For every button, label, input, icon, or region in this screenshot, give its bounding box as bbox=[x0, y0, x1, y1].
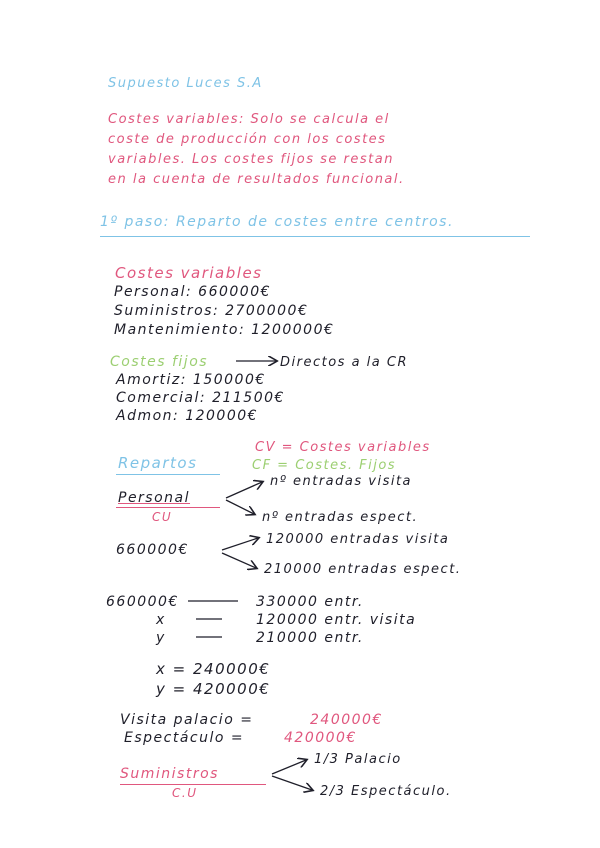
legend-cv: CV = Costes variables bbox=[255, 440, 431, 455]
fixed-cost-item: Comercial: 211500€ bbox=[116, 390, 285, 406]
suministros-arrow-up bbox=[272, 760, 306, 774]
proportion-result: y = 420000€ bbox=[156, 680, 271, 698]
intro-line: variables. Los costes fijos se restan bbox=[108, 152, 394, 167]
personal-amount: 660000€ bbox=[116, 542, 189, 558]
suministros-branch-1: 1/3 Palacio bbox=[314, 752, 402, 767]
suministros-label: Suministros bbox=[120, 766, 219, 782]
fixed-costs-arrow-note: Directos a la CR bbox=[280, 355, 408, 370]
proportion-left: 660000€ bbox=[106, 594, 179, 610]
suministros-arrow-down bbox=[272, 776, 312, 790]
proportion-right: 120000 entr. visita bbox=[256, 612, 417, 628]
proportion-left: y bbox=[156, 630, 166, 646]
fixed-cost-item: Admon: 120000€ bbox=[116, 408, 259, 424]
page-title: Supuesto Luces S.A bbox=[108, 76, 263, 91]
intro-line: coste de producción con los costes bbox=[108, 132, 387, 147]
suministros-tag: C.U bbox=[172, 786, 198, 800]
intro-line: en la cuenta de resultados funcional. bbox=[108, 172, 405, 187]
fixed-costs-title: Costes fijos bbox=[110, 354, 209, 370]
amount-arrow-up bbox=[222, 538, 258, 550]
espect-value: 420000€ bbox=[284, 730, 357, 746]
visita-label: Visita palacio = bbox=[120, 712, 254, 728]
variable-cost-item: Mantenimiento: 1200000€ bbox=[114, 322, 335, 338]
personal-branch-3: 120000 entradas visita bbox=[266, 532, 450, 547]
espect-label: Espectáculo = bbox=[124, 730, 245, 746]
personal-arrow-down bbox=[226, 500, 254, 514]
personal-label: Personal bbox=[118, 490, 191, 506]
legend-cf: CF = Costes. Fijos bbox=[252, 458, 397, 473]
proportion-right: 210000 entr. bbox=[256, 630, 364, 646]
intro-line: Costes variables: Solo se calcula el bbox=[108, 112, 390, 127]
personal-tag: CU bbox=[152, 510, 173, 524]
proportion-left: x bbox=[156, 612, 166, 628]
personal-branch-1: nº entradas visita bbox=[270, 474, 413, 489]
amount-arrow-down bbox=[222, 553, 256, 568]
proportion-right: 330000 entr. bbox=[256, 594, 364, 610]
fixed-cost-item: Amortiz: 150000€ bbox=[116, 372, 266, 388]
suministros-branch-2: 2/3 Espectáculo. bbox=[320, 784, 452, 799]
visita-value: 240000€ bbox=[310, 712, 383, 728]
variable-cost-item: Suministros: 2700000€ bbox=[114, 303, 309, 319]
proportion-result: x = 240000€ bbox=[156, 660, 271, 678]
personal-arrow-up bbox=[226, 482, 262, 498]
personal-branch-2: nº entradas espect. bbox=[262, 510, 419, 525]
variable-costs-title: Costes variables bbox=[115, 264, 263, 282]
variable-cost-item: Personal: 660000€ bbox=[114, 284, 272, 300]
repartos-title: Repartos bbox=[118, 454, 198, 472]
step1-heading: 1º paso: Reparto de costes entre centros. bbox=[100, 214, 454, 230]
personal-branch-4: 210000 entradas espect. bbox=[264, 562, 462, 577]
